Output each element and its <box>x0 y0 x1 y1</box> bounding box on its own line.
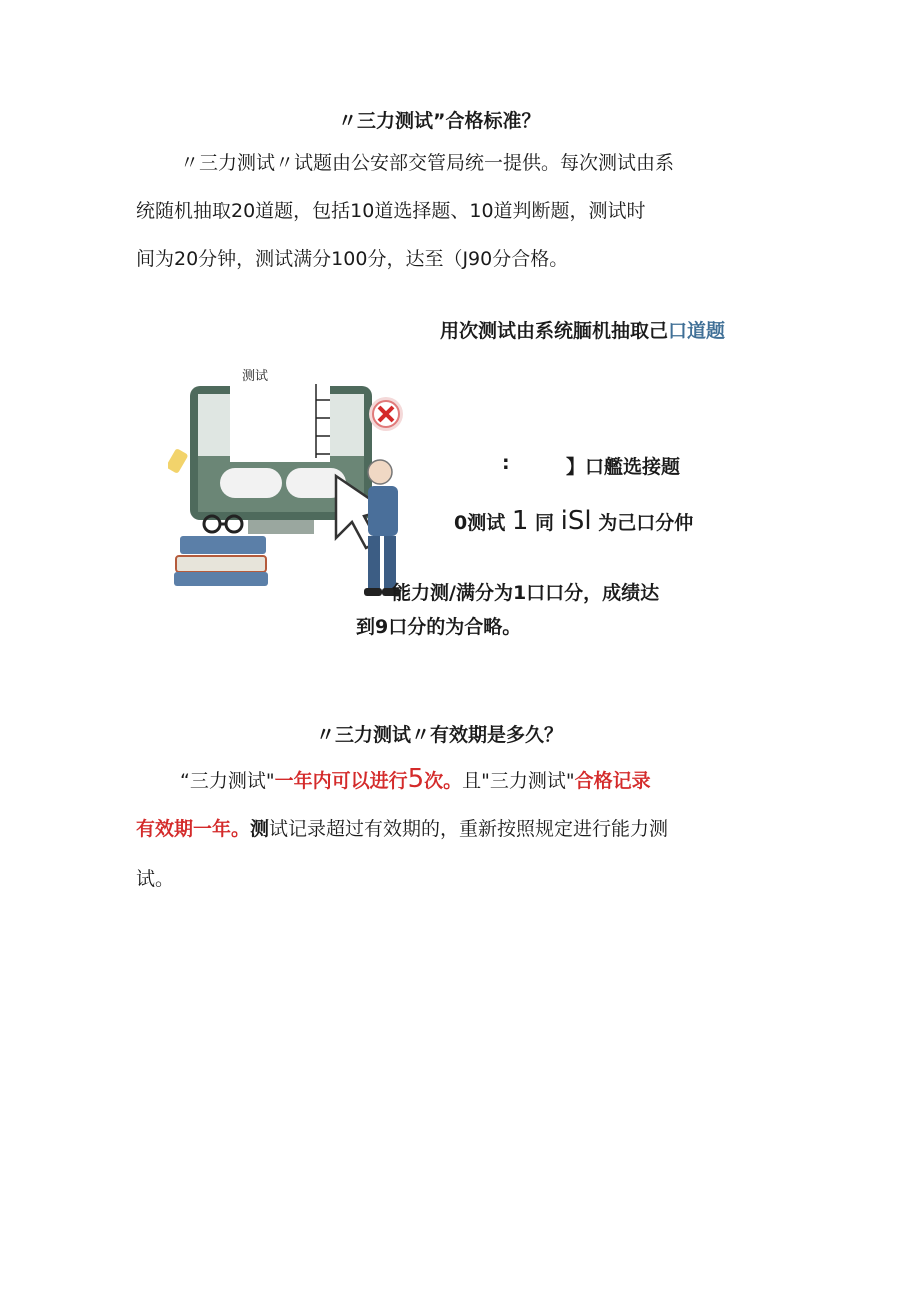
section2-line-1-a: “三力测试" <box>180 770 275 792</box>
section2-heading: 〃三力测试〃有效期是多久？ <box>316 724 564 746</box>
section2-line-1-red: 一年内可以进行 <box>274 770 408 792</box>
figure-title-main: 用次测试由系统腼机抽取己 <box>440 320 669 342</box>
monitor-stand <box>248 520 314 534</box>
figure-line-2-d: iSl <box>560 506 592 536</box>
section1-heading: 〃三力测试”合格标准？ <box>338 110 541 132</box>
pencil-icon <box>168 448 189 474</box>
wrong-mark-icon <box>369 397 403 431</box>
section2-line-1-red3: 合格记录 <box>574 770 651 792</box>
test-paper <box>230 372 330 462</box>
section2-line-3: 试。 <box>136 868 175 890</box>
figure-line-2-c: 同 <box>535 512 555 534</box>
figure-line-4: 到9口分的为合略。 <box>356 616 522 638</box>
section2-line-1-num: 5 <box>407 764 425 794</box>
figure-title <box>440 316 725 343</box>
section1-line-1: 〃三力测试〃试题由公安部交管局统一提供。每次测试由系 <box>180 152 675 174</box>
section2-line-1-b: 且"三力测试" <box>462 770 575 792</box>
section1-line-2: 统随机抽取20道题，包括10道选择题、10道判断题，测试时 <box>136 200 646 222</box>
figure-title-accent: 口道题 <box>668 320 726 342</box>
section2-line-2-rest: 试记录超过有效期的，重新按照规定进行能力测 <box>269 818 669 840</box>
figure-line-1: 】口艦选接题 <box>566 456 681 478</box>
section2-line-2-red: 有效期一年。 <box>136 818 251 840</box>
section2-line-2-bold: 测 <box>250 818 270 840</box>
figure-line-2-a: 0测试 <box>454 512 506 534</box>
section2-line-1 <box>180 762 651 798</box>
screen-label: 测试 <box>242 369 269 384</box>
figure-line-2-b: 1 <box>511 506 529 536</box>
section2-line-1-red2: 次。 <box>424 770 463 792</box>
answer-option-left <box>220 468 282 498</box>
books-icon <box>174 536 268 586</box>
figure-line-2-e: 为己口分仲 <box>598 512 694 534</box>
section2-line-2 <box>136 812 668 846</box>
figure-line-3: 能力测/满分为1口口分，成绩达 <box>392 582 660 604</box>
section1-line-3: 间为20分钟，测试满分100分，达至（J90分合格。 <box>136 248 569 270</box>
figure-line-2 <box>454 506 693 536</box>
figure-line-1-prefix: : <box>502 452 510 474</box>
computer-test-illustration <box>168 360 418 600</box>
